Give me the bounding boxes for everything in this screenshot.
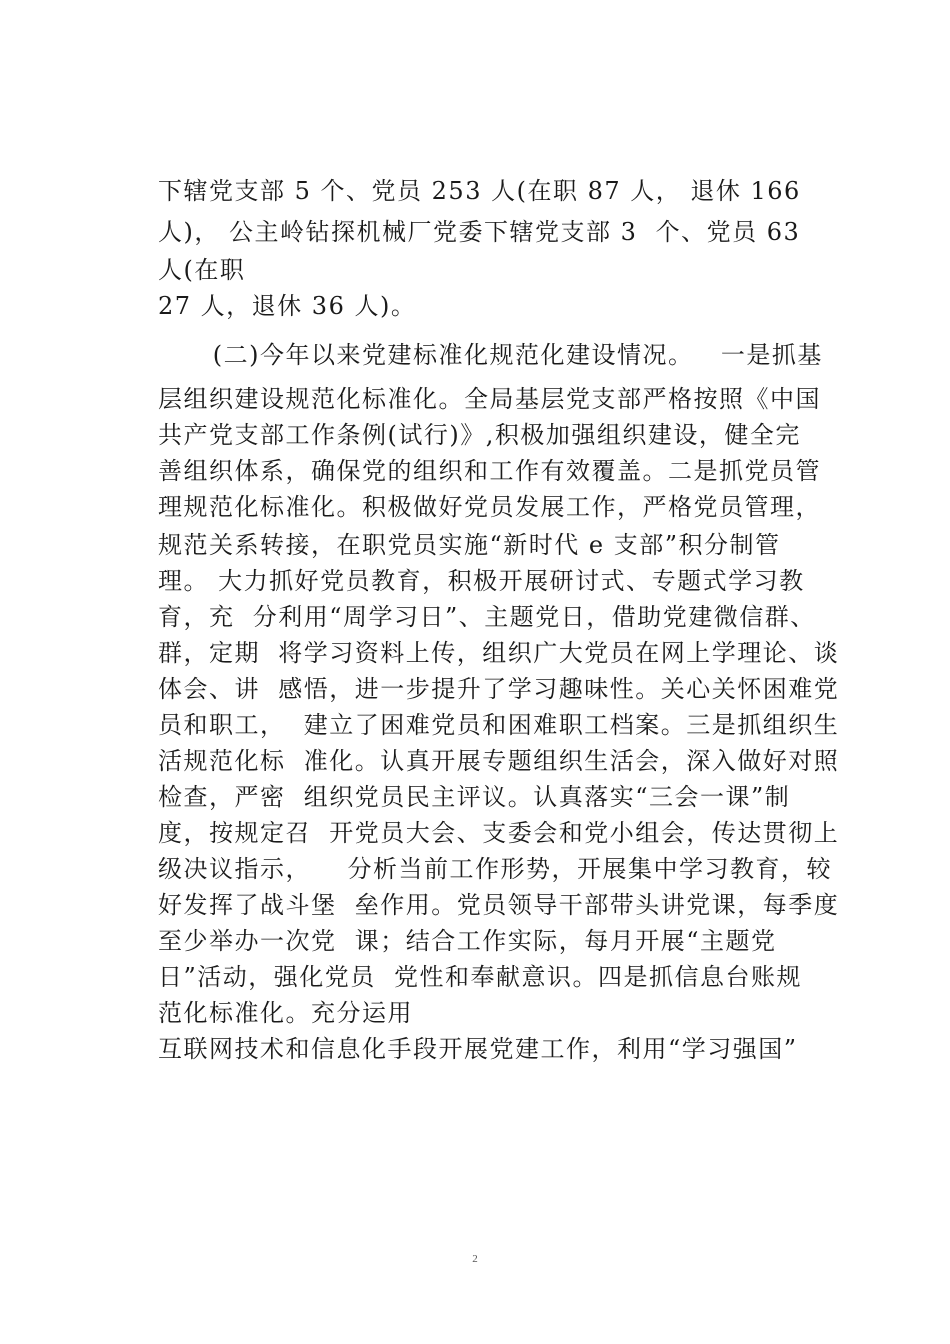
page-number: 2 [472,1253,478,1265]
text-line: 育，充 分利用“周学习日”、主题党日，借助党建微信群、 [158,603,816,631]
text-line: 范化标准化。充分运用 [158,999,413,1027]
text-line: 员和职工， 建立了困难党员和困难职工档案。三是抓组织生 [158,711,840,739]
text-line: 级决议指示， 分析当前工作形势，开展集中学习教育，较 [158,855,833,883]
text-line: 人)， 公主岭钻探机械厂党委下辖党支部 3 个、党员 63 [158,218,801,246]
text-line: 活规范化标 准化。认真开展专题组织生活会，深入做好对照 [158,747,840,775]
text-line: 体会、讲 感悟，进一步提升了学习趣味性。关心关怀困难党 [158,675,840,703]
text-line: 互联网技术和信息化手段开展党建工作，利用“学习强国” [158,1035,798,1063]
text-line: 群，定期 将学习资料上传，组织广大党员在网上学理论、谈 [158,639,840,667]
text-line: 27 人，退休 36 人)。 [158,292,417,320]
text-line: 度，按规定召 开党员大会、支委会和党小组会，传达贯彻上 [158,819,840,847]
text-line: 层组织建设规范化标准化。全局基层党支部严格按照《中国 [158,385,821,413]
section-heading-line: (二)今年以来党建标准化规范化建设情况。 一是抓基 [158,341,823,369]
text-line: 理。 大力抓好党员教育，积极开展研讨式、专题式学习教 [158,567,805,595]
text-line: 检查，严密 组织党员民主评议。认真落实“三会一课”制 [158,783,791,811]
text-line: 下辖党支部 5 个、党员 253 人(在职 87 人， 退休 166 [158,177,801,205]
text-line: 共产党支部工作条例(试行)》,积极加强组织建设，健全完 [158,421,801,449]
text-line: 理规范化标准化。积极做好党员发展工作，严格党员管理， [158,493,821,521]
text-line: 规范关系转接，在职党员实施“新时代 e 支部”积分制管 [158,531,781,559]
text-line: 好发挥了战斗堡 垒作用。党员领导干部带头讲党课，每季度 [158,891,840,919]
text-line: 日”活动，强化党员 党性和奉献意识。四是抓信息台账规 [158,963,803,991]
text-line: 至少举办一次党 课；结合工作实际，每月开展“主题党 [158,927,777,955]
text-line: 人(在职 [158,256,246,284]
text-line: 善组织体系，确保党的组织和工作有效覆盖。二是抓党员管 [158,457,821,485]
